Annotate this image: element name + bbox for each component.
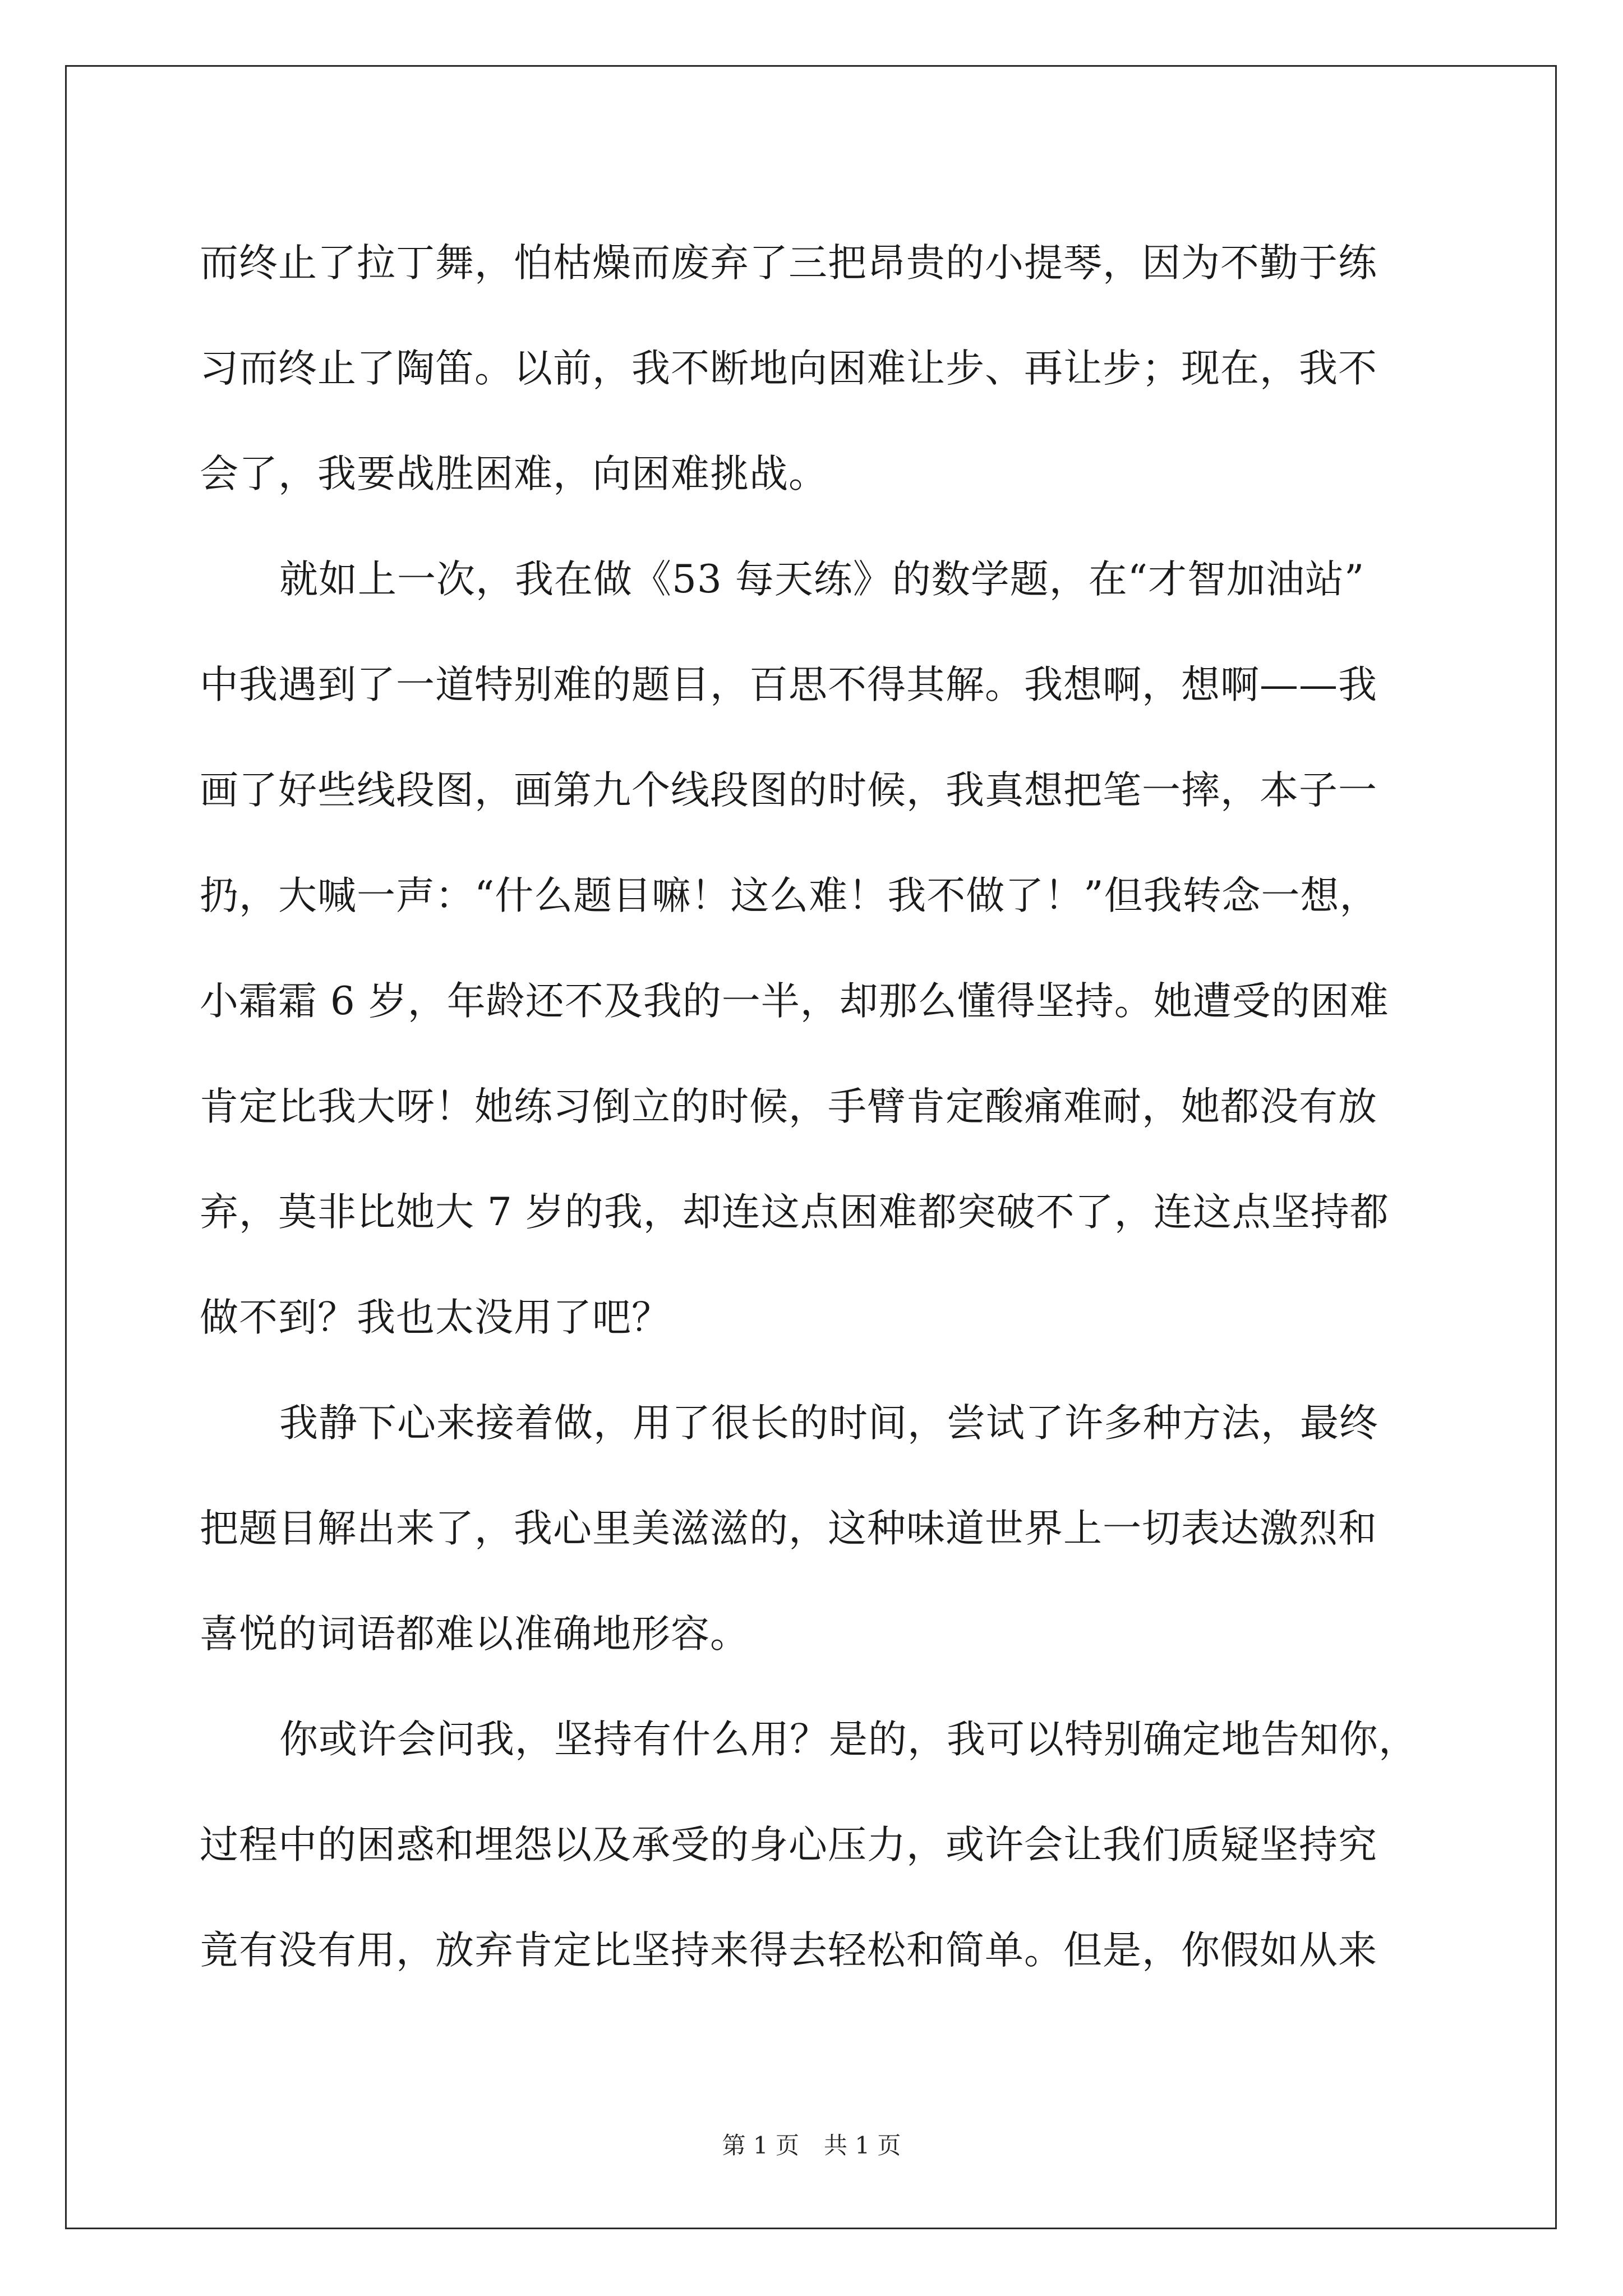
text-line: 小霜霜 6 岁，年龄还不及我的一半，却那么懂得坚持。她遭受的困难 xyxy=(200,979,1389,1024)
text-line: 喜悦的词语都难以准确地形容。 xyxy=(200,1612,749,1657)
text-line-paragraph-start: 就如上一次，我在做《53 每天练》的数学题，在“才智加油站” xyxy=(279,557,1365,602)
text-line: 竟有没有用，放弃肯定比坚持来得去轻松和简单。但是，你假如从来 xyxy=(200,1928,1377,1973)
text-line-paragraph-start: 你或许会问我，坚持有什么用？是的，我可以特别确定地告知你， xyxy=(279,1717,1418,1762)
text-line: 中我遇到了一道特别难的题目，百思不得其解。我想啊，想啊——我 xyxy=(200,662,1377,707)
text-line: 把题目解出来了，我心里美滋滋的，这种味道世界上一切表达激烈和 xyxy=(200,1506,1377,1551)
text-line: 扔，大喊一声：“什么题目嘛！这么难！我不做了！”但我转念一想， xyxy=(200,873,1379,918)
text-line: 而终止了拉丁舞，怕枯燥而废弃了三把昂贵的小提琴，因为不勤于练 xyxy=(200,241,1377,286)
page-footer xyxy=(0,2129,1623,2162)
text-line: 做不到？我也太没用了吧？ xyxy=(200,1295,671,1340)
text-line: 习而终止了陶笛。以前，我不断地向困难让步、再让步；现在，我不 xyxy=(200,346,1377,391)
page-total: 共 1 页 xyxy=(824,2132,901,2159)
text-line: 过程中的困惑和埋怨以及承受的身心压力，或许会让我们质疑坚持究 xyxy=(200,1823,1377,1867)
text-line: 画了好些线段图，画第九个线段图的时候，我真想把笔一摔，本子一 xyxy=(200,768,1377,813)
text-line: 会了，我要战胜困难，向困难挑战。 xyxy=(200,452,828,496)
document-body xyxy=(200,210,1433,2003)
page-number: 第 1 页 xyxy=(722,2132,799,2159)
text-line: 肯定比我大呀！她练习倒立的时候，手臂肯定酸痛难耐，她都没有放 xyxy=(200,1084,1377,1129)
text-line: 弃，莫非比她大 7 岁的我，却连这点困难都突破不了，连这点坚持都 xyxy=(200,1190,1389,1235)
text-line-paragraph-start: 我静下心来接着做，用了很长的时间，尝试了许多种方法，最终 xyxy=(279,1401,1378,1446)
